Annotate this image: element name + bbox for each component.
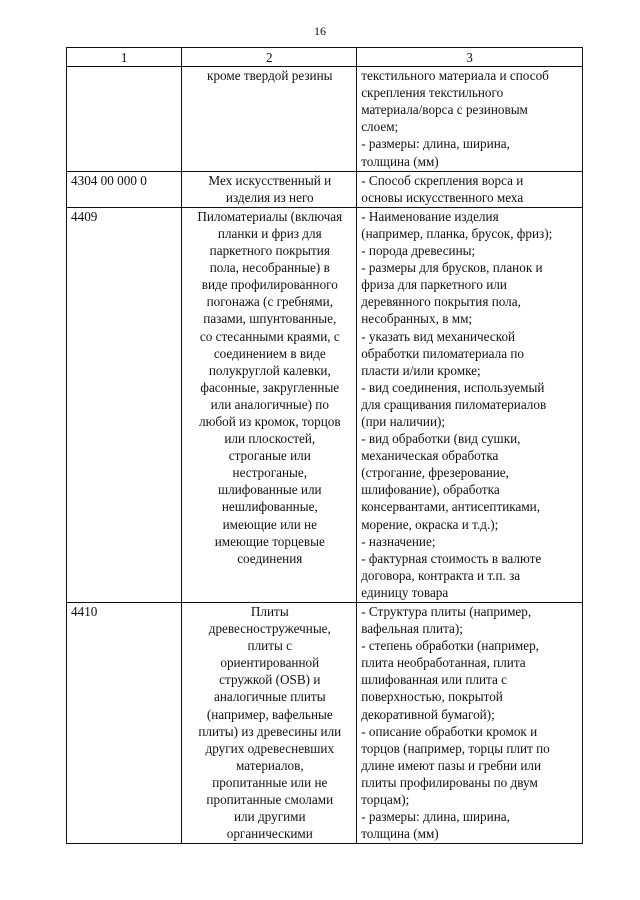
cell-name xyxy=(182,207,357,602)
cell-info-line: - размеры: длина, ширина, xyxy=(361,809,510,825)
cell-name-line: или другими xyxy=(233,809,306,825)
cell-info-line: торцам); xyxy=(361,792,410,808)
cell-name-line: пазами, шпунтованные, xyxy=(203,311,337,327)
cell-name-line: материалов, xyxy=(235,757,304,773)
cell-info-line: плиты профилированы по двум xyxy=(361,774,538,790)
table-row xyxy=(67,603,583,844)
cell-name-line: Пиломатериалы (включая xyxy=(197,208,343,224)
cell-name-line: соединением в виде xyxy=(213,345,326,361)
cell-name-line: пола, несобранные) в xyxy=(209,260,330,276)
cell-info-line: фриза для паркетного или xyxy=(361,277,507,293)
cell-name-line: или аналогичные) по xyxy=(210,396,329,412)
cell-name-line: плиты с xyxy=(247,638,293,654)
cell-info-line: механическая обработка xyxy=(361,448,499,464)
cell-info-line: деревянного покрытия пола, xyxy=(361,294,521,310)
cell-info-line: - размеры: длина, ширина, xyxy=(361,136,510,152)
cell-info-line: основы искусственного меха xyxy=(361,189,524,205)
cell-info-line: - порода древесины; xyxy=(361,243,476,259)
cell-info-line: слоем; xyxy=(361,119,399,135)
cell-info-line: шлифование), обработка xyxy=(361,482,500,498)
cell-info-line: длине имеют пазы и гребни или xyxy=(361,757,542,773)
cell-info-line: - степень обработки (например, xyxy=(361,638,539,654)
cell-info-line: (строгание, фрезерование, xyxy=(361,465,509,481)
cell-name-line: соединения xyxy=(237,550,303,566)
cell-info-line: - размеры для брусков, планок и xyxy=(361,260,543,276)
cell-name-line: стружкой (OSB) и xyxy=(219,672,321,688)
cell-info-line: консервантами, антисептиками, xyxy=(361,499,541,515)
table-row xyxy=(67,67,583,172)
cell-name-line: виде профилированного xyxy=(201,277,338,293)
table-body xyxy=(67,67,583,844)
table-row xyxy=(67,207,583,602)
cell-name-line: органическими xyxy=(226,826,313,842)
cell-name-line: нешлифованные, xyxy=(221,499,318,515)
column-header-1: 1 xyxy=(67,48,182,67)
cell-name-line: паркетного покрытия xyxy=(209,243,330,259)
cell-name-line: пропитанные или не xyxy=(212,774,328,790)
cell-name-line: со стесанными краями, с xyxy=(199,328,340,344)
cell-code: 4304 00 000 0 xyxy=(67,171,182,207)
cell-info-line: единицу товара xyxy=(361,584,449,600)
cell-name-line: погонажа (с гребнями, xyxy=(206,294,333,310)
cell-info-line: - описание обработки кромок и xyxy=(361,723,538,739)
cell-info-line: поверхностью, покрытой xyxy=(361,689,503,705)
cell-info-line: скрепления текстильного xyxy=(361,85,504,101)
cell-name xyxy=(182,67,357,172)
cell-name-line: планки и фриз для xyxy=(217,225,322,241)
cell-info-line: обработки пиломатериала по xyxy=(361,345,525,361)
cell-name-line: других одревесневших xyxy=(205,740,335,756)
cell-name-line: имеющие или не xyxy=(222,516,317,532)
goods-table xyxy=(66,47,583,844)
cell-code: 4409 xyxy=(67,207,182,602)
cell-info-line: для сращивания пиломатериалов xyxy=(361,396,547,412)
cell-info xyxy=(357,603,583,844)
cell-info-line: - Способ скрепления ворса и xyxy=(361,172,524,188)
cell-info-line: материала/ворса с резиновым xyxy=(361,102,528,118)
cell-name-line: изделия из него xyxy=(225,189,314,205)
cell-name-line: имеющие торцевые xyxy=(214,533,325,549)
cell-info-line: - фактурная стоимость в валюте xyxy=(361,550,542,566)
cell-info-line: декоративной бумагой); xyxy=(361,706,495,722)
cell-name-line: (например, вафельные xyxy=(206,706,333,722)
table-row xyxy=(67,171,583,207)
cell-info-line: - вид соединения, используемый xyxy=(361,379,545,395)
cell-code: 4410 xyxy=(67,603,182,844)
cell-info-line: толщина (мм) xyxy=(361,826,439,842)
cell-info-line: - Структура плиты (например, xyxy=(361,604,532,619)
cell-info-line: - Наименование изделия xyxy=(361,208,499,224)
column-header-2: 2 xyxy=(182,48,357,67)
cell-info-line: шлифованная или плита с xyxy=(361,672,507,688)
cell-info xyxy=(357,67,583,172)
cell-name-line: плиты) из древесины или xyxy=(198,723,342,739)
cell-code xyxy=(67,67,182,172)
cell-name-line: фасонные, закругленные xyxy=(200,379,340,395)
cell-name xyxy=(182,603,357,844)
cell-info-line: торцов (например, торцы плит по xyxy=(361,740,550,756)
cell-name-line: древесностружечные, xyxy=(208,621,331,637)
page-number: 16 xyxy=(314,24,326,38)
cell-info xyxy=(357,207,583,602)
cell-info-line: плита необработанная, плита xyxy=(361,655,526,671)
cell-info-line: морение, окраска и т.д.); xyxy=(361,516,499,532)
cell-name-line: шлифованные или xyxy=(217,482,322,498)
cell-name-line: Мех искусственный и xyxy=(208,172,332,188)
table-header-row xyxy=(67,48,583,67)
cell-info-line: (при наличии); xyxy=(361,413,446,429)
cell-name-line: или плоскостей, xyxy=(224,431,316,447)
cell-info-line: вафельная плита); xyxy=(361,621,463,637)
cell-info-line: (например, планка, брусок, фриз); xyxy=(361,225,553,241)
cell-info xyxy=(357,171,583,207)
cell-name-line: аналогичные плиты xyxy=(214,689,326,705)
cell-name-line: полукруглой калевки, xyxy=(208,362,331,378)
cell-name-line: пропитанные смолами xyxy=(206,792,334,808)
cell-info-line: пласти и/или кромке; xyxy=(361,362,481,378)
cell-info-line: - вид обработки (вид сушки, xyxy=(361,431,521,447)
cell-name-line: нестроганые, xyxy=(232,465,308,481)
cell-info-line: толщина (мм) xyxy=(361,153,439,169)
cell-info-line: несобранных, в мм; xyxy=(361,311,473,327)
cell-name-line: строганые или xyxy=(228,448,311,464)
cell-info-line: договора, контракта и т.п. за xyxy=(361,567,521,583)
column-header-3: 3 xyxy=(357,48,583,67)
cell-name-line: любой из кромок, торцов xyxy=(198,413,341,429)
cell-name-line: кроме твердой резины xyxy=(207,68,333,84)
cell-name-line: Плиты xyxy=(250,604,289,619)
cell-name xyxy=(182,171,357,207)
cell-info-line: - назначение; xyxy=(361,533,436,549)
cell-info-line: - указать вид механической xyxy=(361,328,516,344)
cell-name-line: ориентированной xyxy=(220,655,320,671)
cell-info-line: текстильного материала и способ xyxy=(361,68,549,84)
